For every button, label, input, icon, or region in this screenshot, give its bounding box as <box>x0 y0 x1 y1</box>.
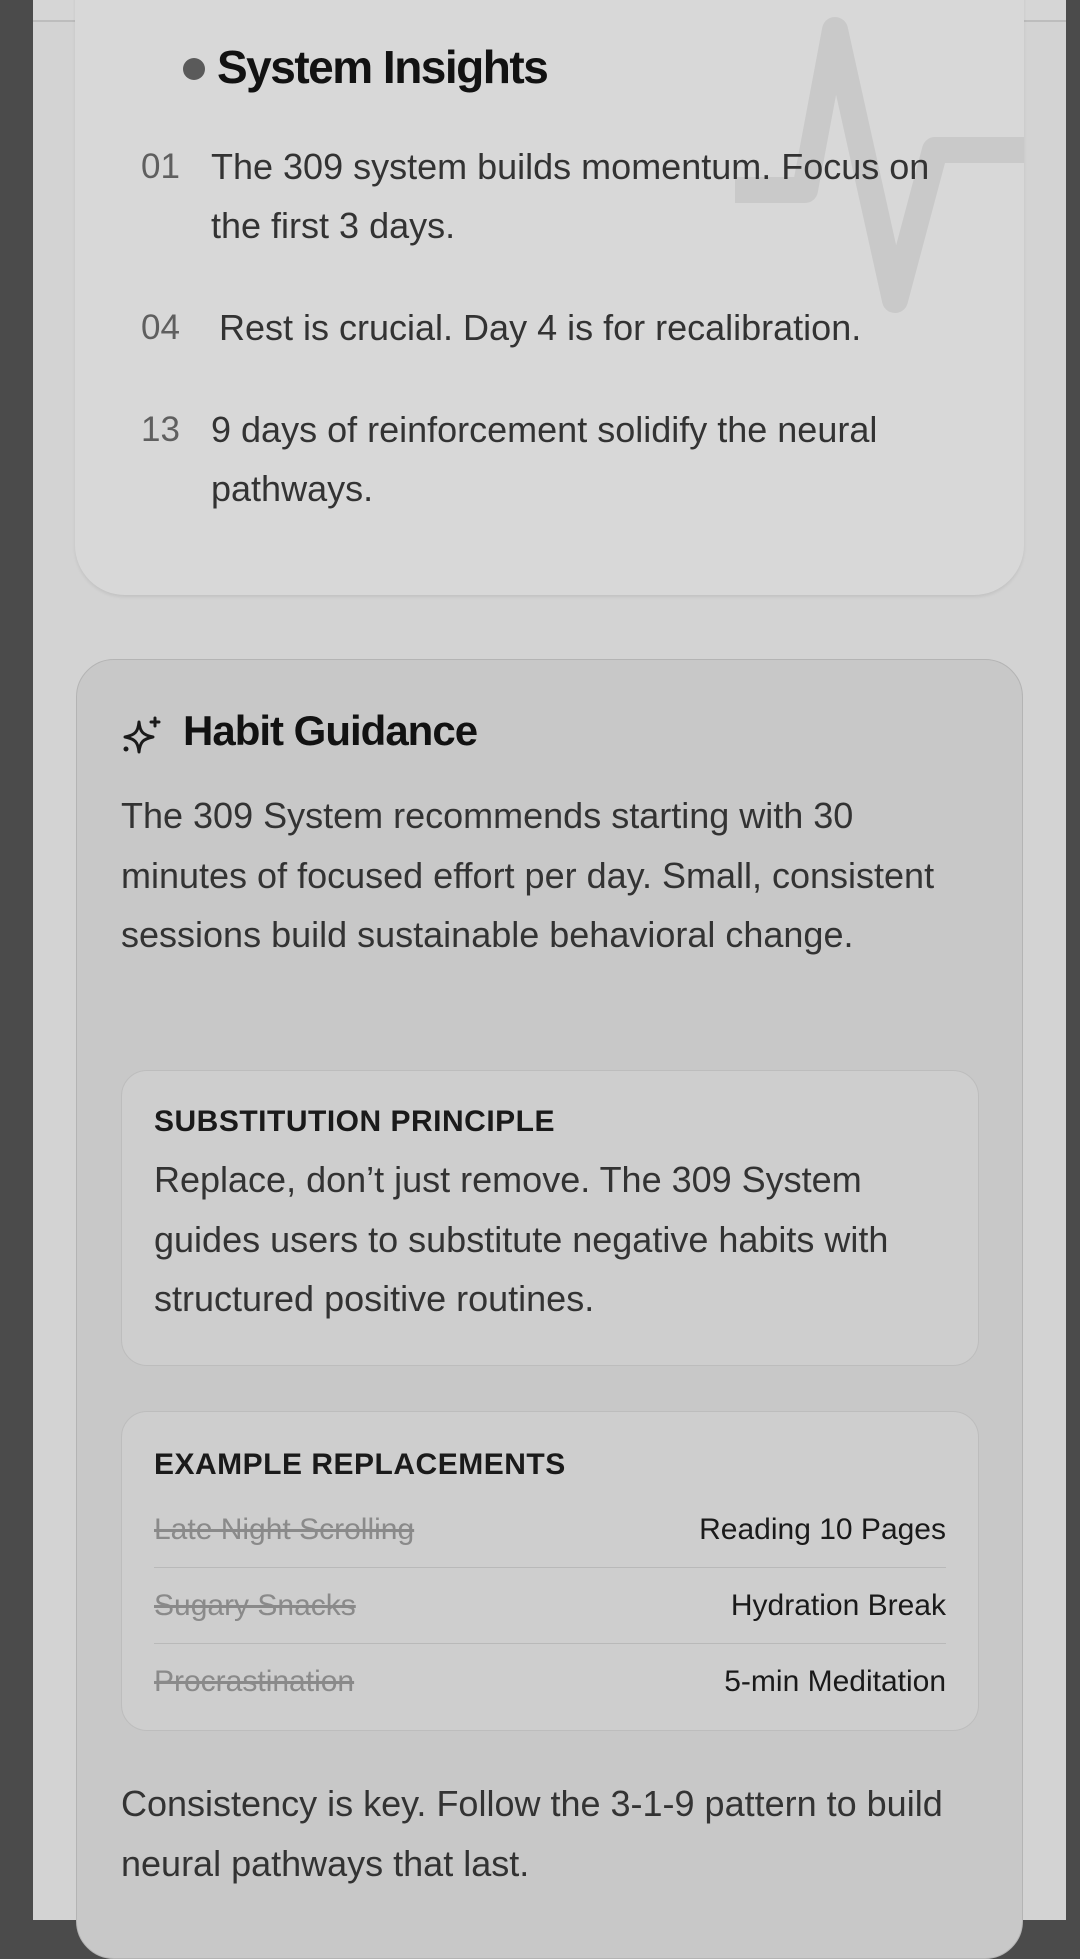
card-title: SUBSTITUTION PRINCIPLE <box>154 1105 556 1138</box>
bullet-icon <box>183 58 205 80</box>
section-title: System Insights <box>217 41 548 93</box>
guidance-intro: The 309 System recommends starting with 30 minutes of focused effort per day. Small, consistent sessions build sustainable behavioral change. <box>121 795 935 955</box>
insight-text: Rest is crucial. Day 4 is for recalibration. <box>219 307 862 348</box>
guidance-footer: Consistency is key. Follow the 3-1-9 pattern to build neural pathways that last. <box>121 1783 943 1884</box>
substitution-principle-card <box>121 1070 979 1366</box>
new-habit: 5-min Meditation <box>724 1665 946 1698</box>
insight-number: 04 <box>141 308 180 347</box>
replacement-row <box>154 1644 946 1720</box>
insight-text: 9 days of reinforcement solidify the neural pathways. <box>211 409 878 509</box>
new-habit: Hydration Break <box>730 1588 946 1622</box>
example-replacements-card <box>121 1411 979 1731</box>
replacement-row <box>154 1568 946 1644</box>
section-title: Habit Guidance <box>183 707 478 754</box>
sparkle-icon <box>121 716 163 758</box>
insight-text: The 309 system builds momentum. Focus on the first 3 days. <box>211 146 930 246</box>
system-insights-card <box>75 0 1024 595</box>
new-habit: Reading 10 Pages <box>699 1512 946 1546</box>
card-title: EXAMPLE REPLACEMENTS <box>154 1448 566 1481</box>
insight-number: 13 <box>141 410 180 449</box>
insight-number: 01 <box>141 147 180 186</box>
replacement-row <box>154 1492 946 1568</box>
old-habit: Procrastination <box>154 1665 355 1698</box>
page <box>33 0 1066 1920</box>
card-body: Replace, don’t just remove. The 309 System guides users to substitute negative habits with structured positive routines. <box>154 1159 889 1319</box>
habit-guidance-card <box>76 659 1023 1959</box>
old-habit: Late Night Scrolling <box>154 1512 415 1546</box>
old-habit: Sugary Snacks <box>154 1588 356 1622</box>
